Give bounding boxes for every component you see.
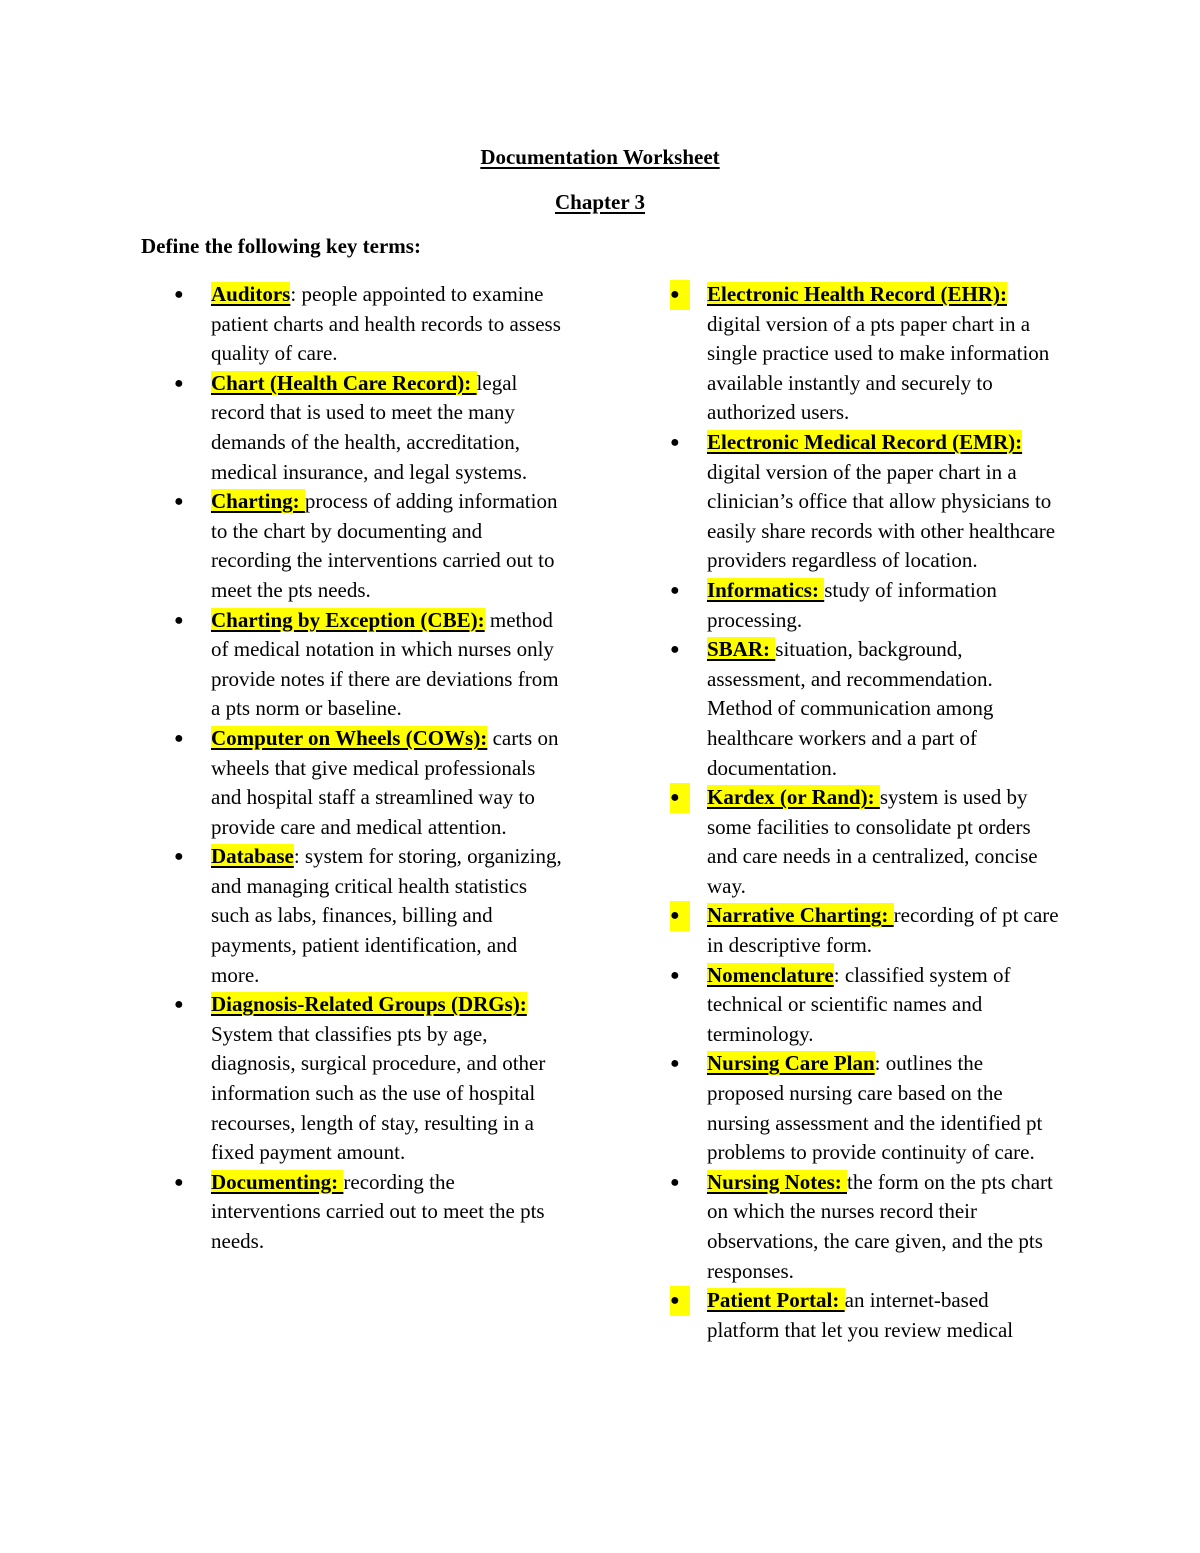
term-label: Computer on Wheels (COWs): [211, 725, 488, 750]
term-label: Charting by Exception (CBE): [211, 607, 485, 632]
instruction-text: Define the following key terms: [141, 234, 421, 258]
term-definition: recording of pt care in descriptive form. [707, 903, 1059, 958]
term-definition: method of medical notation in which nurses only provide notes if there are deviations from a pts norm or baseline. [211, 607, 559, 721]
bullet-icon: ● [670, 901, 690, 931]
term-label: Kardex (or Rand): [707, 785, 880, 810]
bullet-icon: ● [670, 280, 690, 310]
bullet-icon: ● [670, 1286, 690, 1316]
bullet-icon: ● [174, 848, 184, 866]
right-term-list [666, 280, 1061, 1345]
term-definition: System that classifies pts by age, diagnosis, surgical procedure, and other information such as the use of hospital recourses, length of stay, resulting in a fixed payment amount. [211, 1021, 546, 1165]
list-item [666, 1286, 1061, 1345]
list-item [170, 724, 565, 842]
list-item [666, 901, 1061, 960]
term-definition: carts on wheels that give medical professionals and hospital staff a streamlined way to provide care and medical attention. [211, 725, 559, 839]
bullet-icon: ● [174, 286, 184, 303]
chapter-heading: Chapter 3 [554, 190, 646, 214]
list-item [170, 280, 565, 369]
list-item [666, 961, 1061, 1050]
bullet-icon: ● [670, 783, 690, 813]
list-item [666, 1168, 1061, 1286]
bullet-icon: ● [174, 493, 184, 511]
term-definition: : classified system of technical or scientific names and terminology. [707, 962, 1011, 1046]
term-definition: the form on the pts chart on which the nurses record their observations, the care given, and the pts responses. [707, 1169, 1053, 1283]
term-label: Database [211, 844, 294, 869]
term-label: Electronic Medical Record (EMR): [707, 429, 1023, 454]
bullet-icon: ● [670, 1055, 680, 1073]
term-label: Nursing Notes: [707, 1169, 847, 1194]
list-item [666, 280, 1061, 428]
page-title: Documentation Worksheet [480, 145, 720, 169]
term-label: SBAR: [707, 637, 776, 662]
bullet-icon: ● [670, 581, 680, 599]
bullet-icon: ● [174, 611, 184, 629]
list-item [666, 576, 1061, 635]
term-definition: system is used by some facilities to consolidate pt orders and care needs in a centralized, concise way. [707, 785, 1038, 898]
bullet-icon: ● [670, 433, 680, 451]
term-definition: legal record that is used to meet the many demands of the health, accreditation, medical insurance, and legal systems. [211, 370, 528, 484]
term-definition: situation, background, assessment, and recommendation. Method of communication among healthcare workers and a part of documentation. [707, 637, 994, 780]
bullet-icon: ● [670, 1173, 680, 1191]
term-definition: process of adding information to the chart by documenting and recording the interventions carried out to meet the pts needs. [211, 489, 558, 602]
term-label: Nomenclature [707, 962, 834, 987]
term-definition: : outlines the proposed nursing care based on the nursing assessment and the identified pt problems to provide continuity of care. [707, 1051, 1043, 1165]
list-item [170, 1168, 565, 1257]
term-label: Electronic Health Record (EHR): [707, 282, 1007, 306]
list-item [170, 606, 565, 724]
bullet-icon: ● [174, 729, 184, 747]
list-item [666, 428, 1061, 576]
term-definition: digital version of the paper chart in a clinician’s office that allow physicians to easily share records with other healthcare providers regardless of location. [707, 459, 1056, 573]
term-label: Auditors [211, 282, 291, 306]
term-label: Nursing Care Plan [707, 1051, 875, 1076]
list-item [170, 369, 565, 487]
list-item [170, 487, 565, 605]
list-item [666, 783, 1061, 901]
term-label: Charting: [211, 489, 305, 514]
left-term-list [170, 280, 565, 1257]
term-definition: recording the interventions carried out to meet the pts needs. [211, 1169, 545, 1253]
list-item [170, 842, 565, 990]
list-item [170, 990, 565, 1168]
term-label: Diagnosis-Related Groups (DRGs): [211, 992, 527, 1017]
list-item [666, 635, 1061, 783]
term-definition: study of information processing. [707, 577, 997, 632]
bullet-icon: ● [670, 641, 680, 659]
term-definition: : system for storing, organizing, and managing critical health statistics such as labs, finances, billing and payments, patient identification, and more. [211, 844, 562, 987]
term-definition: digital version of a pts paper chart in a single practice used to make information available instantly and securely to authorized users. [707, 311, 1050, 425]
bullet-icon: ● [174, 1173, 184, 1191]
bullet-icon: ● [174, 374, 184, 392]
term-label: Patient Portal: [707, 1288, 845, 1313]
term-label: Chart (Health Care Record): [211, 370, 477, 395]
list-item [666, 1049, 1061, 1167]
bullet-icon: ● [174, 996, 184, 1014]
term-definition: an internet-based platform that let you review medical [707, 1288, 1014, 1342]
term-label: Narrative Charting: [707, 903, 894, 928]
term-definition: : people appointed to examine patient charts and health records to assess quality of care. [211, 282, 561, 366]
term-label: Documenting: [211, 1169, 344, 1194]
term-label: Informatics: [707, 577, 825, 602]
bullet-icon: ● [670, 966, 680, 984]
